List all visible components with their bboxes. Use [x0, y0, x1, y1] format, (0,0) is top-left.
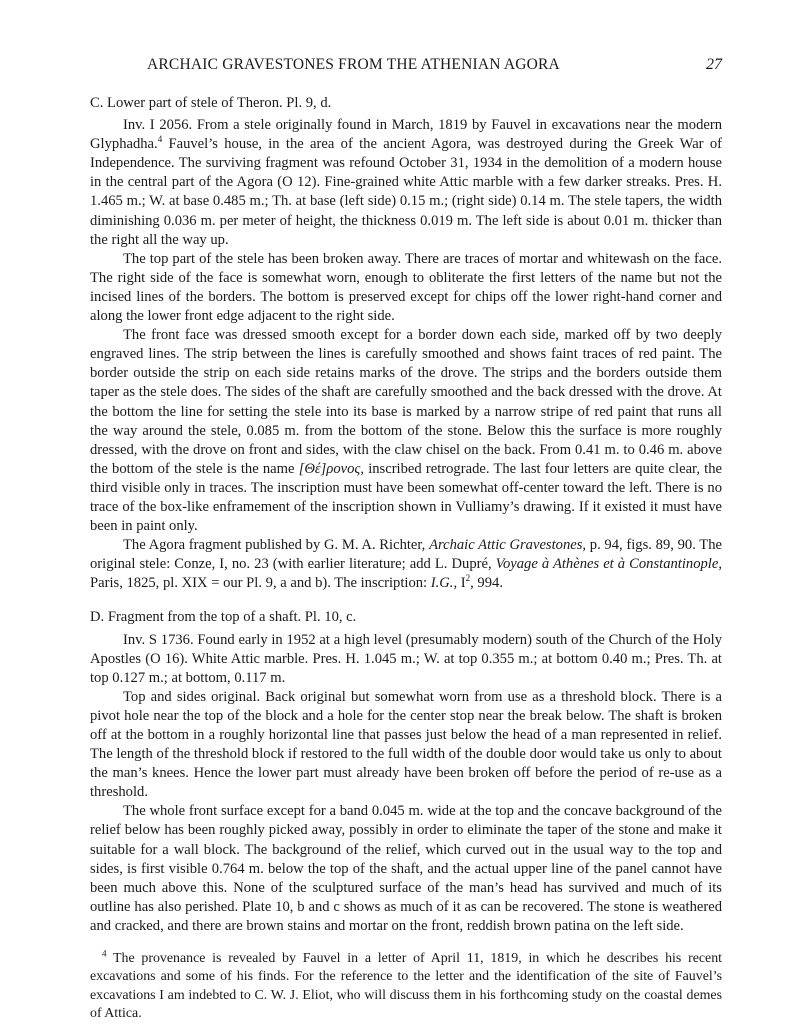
section-c-heading: C. Lower part of stele of Theron. Pl. 9, d.	[90, 95, 332, 111]
running-header	[90, 56, 722, 78]
section-c-paragraph-4: The Agora fragment published by G. M. A. Richter, Archaic Attic Gravestones, p. 94, figs. 89, 90. The original stele: Conze, I, no. 23 (with earlier literature; add L. Dupré, Voyage à Athènes et à Constantinople, Paris, 1825, pl. XIX = our Pl. 9, a and b). The inscription: I.G., $I^2$, 994.	[90, 537, 723, 592]
section-d-heading: D. Fragment from the top of a shaft. Pl. 10, c.	[90, 609, 357, 626]
running-title: ARCHAIC GRAVESTONES FROM THE ATHENIAN AGORA	[147, 56, 560, 73]
article-body	[90, 94, 722, 1024]
footnote-text: $^4$ The provenance is revealed by Fauvel in a letter of April 11, 1819, in which he describes his recent excavations and some of his finds. For the reference to the letter and the identification of the site of Fauvel’s excavations I am indebted to C. W. J. Eliot, who will discuss them in his forthcoming study on the coastal demes of Attica.	[90, 948, 722, 1022]
section-d	[90, 608, 722, 936]
footnote-ref: 4	[157, 134, 163, 145]
section-d-paragraph-2: Top and sides original. Back original but somewhat worn from use as a threshold block. There is a pivot hole near the top of the block and a hole for the center stop near the break below. The shaft is broken off at the bottom in a roughly horizontal line that passes just below the head of a man represented in relief. The length of the threshold block if restored to the full width of the double door would take us only to about the man’s knees. Hence the lower part must already have been broken off before the period of re-use as a threshold.	[90, 688, 722, 801]
footnote	[90, 950, 722, 1024]
section-c-paragraph-3: The front face was dressed smooth except for a border down each side, marked off by two deeply engraved lines. The strip between the lines is carefully smoothed and shows faint traces of red paint. The border outside the strip on each side retains marks of the drove. The strips and the borders outside them taper as the stele does. The sides of the shaft are carefully smoothed and the back dressed with the drove. At the bottom the line for setting the stele into its base is marked by a narrow stripe of red paint that runs all the way around the stele, 0.085 m. from the bottom of the stone. Below this the surface is more roughly dressed, with the drove on front and sides, with the claw chisel on the back. From 0.41 m. to 0.46 m. above the bottom of the stele is the name [Θέ]ρονος, inscribed retrograde. The last four letters are quite clear, the third visible only in traces. The inscription must have been somewhat off-center toward the left. There is no trace of the box-like enframement of the inscription shown in Vulliamy’s drawing. If it existed it must have been in paint only.	[90, 327, 722, 535]
section-d-paragraph-3: The whole front surface except for a band 0.045 m. wide at the top and the concave background of the relief below has been roughly picked away, possibly in order to eliminate the taper of the stone and make it suitable for a wall block. The background of the relief, which curved out in the usual way to the top and sides, is first visible 0.764 m. below the top of the shaft, and the actual upper line of the panel cannot have been much above this. None of the sculptured surface of the man’s head has survived and much of its outline has also perished. Plate 10, b and c shows as much of it as can be recovered. The stone is weathered and cracked, and there are brown stains and mortar on the front, reddish brown patina on the left side.	[90, 803, 722, 934]
section-c	[90, 94, 722, 593]
section-c-paragraph-2: The top part of the stele has been broken away. There are traces of mortar and whitewash on the face. The right side of the face is somewhat worn, enough to obliterate the first letters of the name but not the incised lines of the borders. The bottom is preserved except for chips off the lower right-hand corner and along the lower front edge adjacent to the right side.	[90, 250, 722, 325]
page-number: 27	[706, 56, 722, 73]
section-d-paragraph-1: Inv. S 1736. Found early in 1952 at a high level (presumably modern) south of the Church of the Holy Apostles (O 16). White Attic marble. Pres. H. 1.045 m.; W. at top 0.355 m.; at bottom 0.40 m.; Pres. Th. at top 0.127 m.; at bottom, 0.117 m.	[90, 631, 722, 686]
greek-name: [Θέ]ρονος	[298, 460, 361, 477]
footnote-marker: 4	[102, 948, 107, 959]
section-c-paragraph-1: Inv. I 2056. From a stele originally found in March, 1819 by Fauvel in excavations near the modern Glyphadha.$^4$ Fauvel’s house, in the area of the ancient Agora, was destroyed during the Greek War of Independence. The surviving fragment was refound October 31, 1934 in the demolition of a modern house in the central part of the Agora (O 12). Fine-grained white Attic marble with a few darker streaks. Pres. H. 1.465 m.; W. at base 0.485 m.; Th. at base (left side) 0.15 m.; (right side) 0.14 m. The stele tapers, the width diminishing 0.036 m. per meter of height, the thickness 0.019 m. The left side is about 0.01 m. thicker than the right all the way up.	[90, 117, 722, 248]
section-gap	[90, 601, 722, 608]
